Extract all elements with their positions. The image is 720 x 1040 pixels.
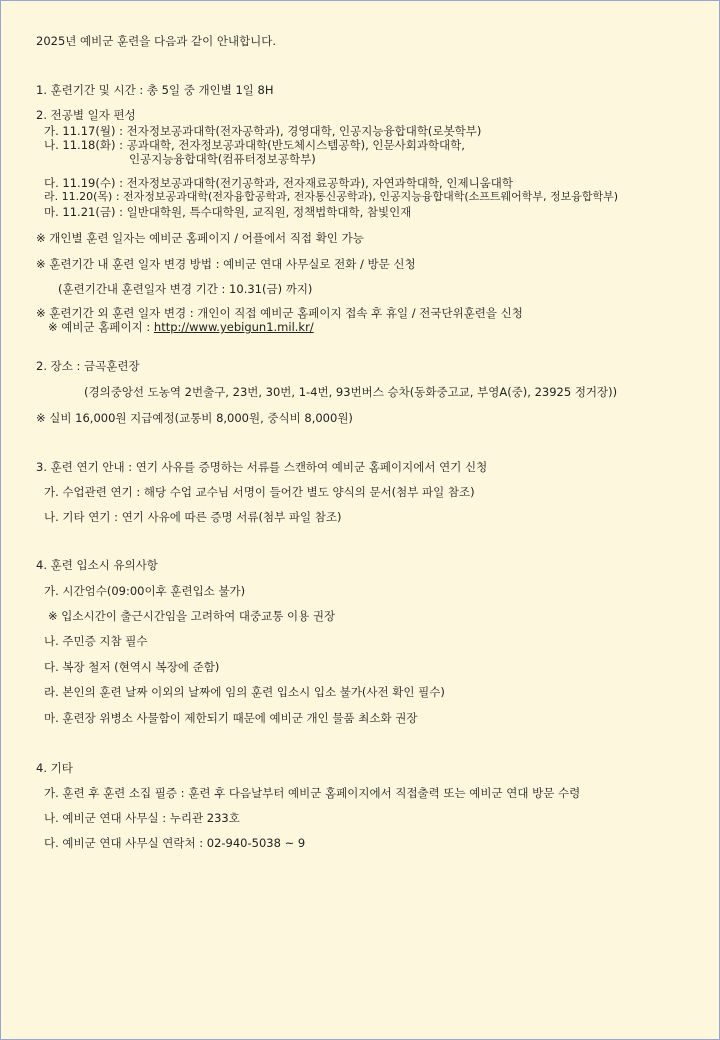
caution-item: 라. 본인의 훈련 날짜 이외의 날짜에 임의 훈련 입소시 입소 불가(사전 확인 필수) — [44, 685, 445, 699]
caution-item: 나. 주민증 지참 필수 — [44, 634, 148, 648]
schedule-item-continued: 인공지능융합대학(컴퓨터정보공학부) — [129, 152, 316, 166]
place-detail: (경의중앙선 도농역 2번출구, 23번, 30번, 1-4번, 93번버스 승차(동화중고교, 부영A(중), 23925 정거장)) — [84, 385, 618, 399]
schedule-item: 가. 11.17(월) : 전자정보공과대학(전자공학과), 경영대학, 인공지능융합대학(로봇학부) — [44, 124, 482, 138]
note-change-date: ※ 훈련기간 내 훈련 일자 변경 방법 : 예비군 연대 사무실로 전화 / 방문 신청 — [36, 257, 416, 271]
homepage-line — [48, 320, 314, 334]
postpone-item: 나. 기타 연기 : 연기 사유에 따른 증명 서류(첨부 파일 참조) — [44, 510, 342, 524]
etc-item: 가. 훈련 후 훈련 소집 필증 : 훈련 후 다음날부터 예비군 홈페이지에서 직접출력 또는 예비군 연대 방문 수령 — [44, 786, 581, 800]
caution-item: 마. 훈련장 위병소 사물함이 제한되기 때문에 예비군 개인 물품 최소화 권장 — [44, 711, 418, 725]
caution-note: ※ 입소시간이 출근시간임을 고려하여 대중교통 이용 권장 — [48, 609, 336, 623]
postpone-item: 가. 수업관련 연기 : 해당 수업 교수님 서명이 들어간 별도 양식의 문서(첨부 파일 참조) — [44, 485, 475, 499]
caution-item: 가. 시간엄수(09:00이후 훈련입소 불가) — [44, 584, 246, 598]
place-title: 2. 장소 : 금곡훈련장 — [36, 359, 140, 373]
note-change-deadline: (훈련기간내 훈련일자 변경 기간 : 10.31(금) 까지) — [58, 282, 313, 296]
etc-item: 나. 예비군 연대 사무실 : 누리관 233호 — [44, 811, 240, 825]
section-3-title: 3. 훈련 연기 안내 : 연기 사유를 증명하는 서류를 스캔하여 예비군 홈페이지에서 연기 신청 — [36, 460, 488, 474]
caution-item: 다. 복장 철저 (현역시 복장에 준함) — [44, 660, 220, 674]
schedule-item: 다. 11.19(수) : 전자정보공과대학(전기공학과, 전자재료공학과), 자연과학대학, 인제니움대학 — [44, 176, 514, 190]
schedule-item: 라. 11.20(목) : 전자정보공과대학(전자융합공학과, 전자통신공학과), 인공지능융합대학(소프트웨어학부, 정보융합학부) — [44, 190, 619, 203]
section-1-title: 1. 훈련기간 및 시간 : 총 5일 중 개인별 1일 8H — [36, 83, 274, 97]
fee-note: ※ 실비 16,000원 지급예정(교통비 8,000원, 중식비 8,000원) — [36, 411, 353, 425]
note-outside-period: ※ 훈련기간 외 훈련 일자 변경 : 개인이 직접 예비군 홈페이지 접속 후 휴일 / 전국단위훈련을 신청 — [36, 306, 523, 320]
section-4-title: 4. 훈련 입소시 유의사항 — [36, 558, 158, 572]
homepage-label: ※ 예비군 홈페이지 : — [48, 320, 154, 334]
note-check-date: ※ 개인별 훈련 일자는 예비군 홈페이지 / 어플에서 직접 확인 가능 — [36, 231, 364, 245]
intro-text: 2025년 예비군 훈련을 다음과 같이 안내합니다. — [36, 34, 277, 48]
etc-item: 다. 예비군 연대 사무실 연락처 : 02-940-5038 ~ 9 — [44, 836, 306, 850]
section-2-title: 2. 전공별 일자 편성 — [36, 108, 136, 122]
homepage-link[interactable]: http://www.yebigun1.mil.kr/ — [153, 320, 314, 334]
section-etc-title: 4. 기타 — [36, 761, 73, 775]
schedule-item: 나. 11.18(화) : 공과대학, 전자정보공과대학(반도체시스템공학), 인문사회과학대학, — [44, 138, 465, 152]
schedule-item: 마. 11.21(금) : 일반대학원, 특수대학원, 교직원, 정책법학대학, 참빛인재 — [44, 205, 412, 219]
